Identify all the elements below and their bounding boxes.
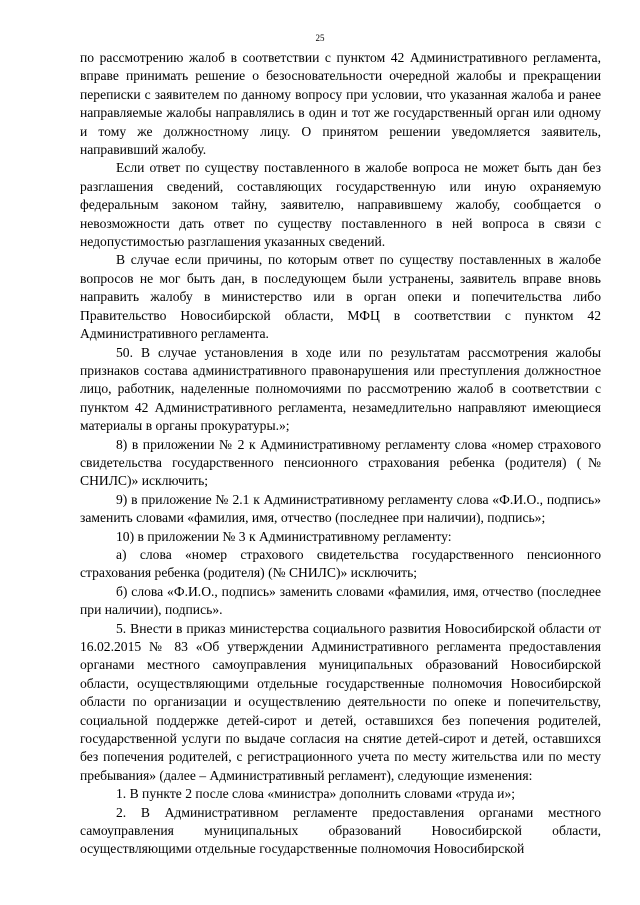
paragraph: а) слова «номер страхового свидетельства государственного пенсионного страхования ребенка (родителя) (№ СНИЛС)» исключить; — [80, 546, 601, 581]
paragraph: 8) в приложении № 2 к Административному регламенту слова «номер страхового свидетельства государственного пенсионного страхования ребенка (родителя) (№ СНИЛС)» исключить; — [80, 436, 601, 489]
paragraph: 5. Внести в приказ министерства социального развития Новосибирской области от 16.02.2015 № 83 «Об утверждении Административного регламента предоставления органами местного самоуправления муниципальных образований Новосибирской области, осуществляющими отдельные государственные полномочия Новосибирской области по организации и осуществлению деятельности по опеке и попечительству, социальной поддержке детей-сирот и детей, оставшихся без попечения родителей, государственной услуги по выдаче согласия на снятие детей-сирот и детей, оставшихся без попечения родителей, с регистрационного учета по месту жительства или по месту пребывания» (далее – Административный регламент), следующие изменения: — [80, 620, 601, 783]
paragraph: 1. В пункте 2 после слова «министра» дополнить словами «труда и»; — [116, 786, 516, 802]
paragraph: по рассмотрению жалоб в соответствии с пунктом 42 Административного регламента, вправе принимать решение о безосновательности очередной жалобы и прекращении переписки с заявителем по данному вопросу при условии, что указанная жалоба и ранее направляемые жалобы направлялись в один и тот же государственный орган или одному и тому же должностному лицу. О принятом решении уведомляется заявитель, направивший жалобу. — [80, 50, 601, 158]
document-body — [80, 49, 601, 859]
paragraph: Если ответ по существу поставленного в жалобе вопроса не может быть дан без разглашения сведений, составляющих государственную или иную охраняемую федеральным законом тайну, заявителю, направившему жалобу, сообщается о невозможности дать ответ по существу поставленного в ней вопроса в связи с недопустимостью разглашения указанных сведений. — [80, 160, 601, 250]
paragraph: 9) в приложение № 2.1 к Административному регламенту слова «Ф.И.О., подпись» заменить словами «фамилия, имя, отчество (последнее при наличии), подпись»; — [80, 491, 601, 526]
paragraph: В случае если причины, по которым ответ по существу поставленных в жалобе вопросов не мог быть дан, в последующем были устранены, заявитель вправе вновь направить жалобу в министерство или в орган опеки и попечительства либо Правительство Новосибирской области, МФЦ в соответствии с пунктом 42 Административного регламента. — [80, 252, 601, 342]
page-number: 25 — [315, 33, 325, 43]
paragraph: б) слова «Ф.И.О., подпись» заменить словами «фамилия, имя, отчество (последнее при наличии), подпись». — [80, 583, 601, 618]
paragraph: 50. В случае установления в ходе или по результатам рассмотрения жалобы признаков состава административного правонарушения или преступления должностное лицо, работник, наделенные полномочиями по рассмотрению жалоб в соответствии с пунктом 42 Административного регламента, незамедлительно направляют имеющиеся материалы в органы прокуратуры.»; — [80, 344, 601, 434]
paragraph: 10) в приложении № 3 к Административному регламенту: — [116, 528, 452, 544]
paragraph: 2. В Административном регламенте предоставления органами местного самоуправления муниципальных образований Новосибирской области, осуществляющими отдельные государственные полномочия Новосибирской — [80, 804, 601, 857]
